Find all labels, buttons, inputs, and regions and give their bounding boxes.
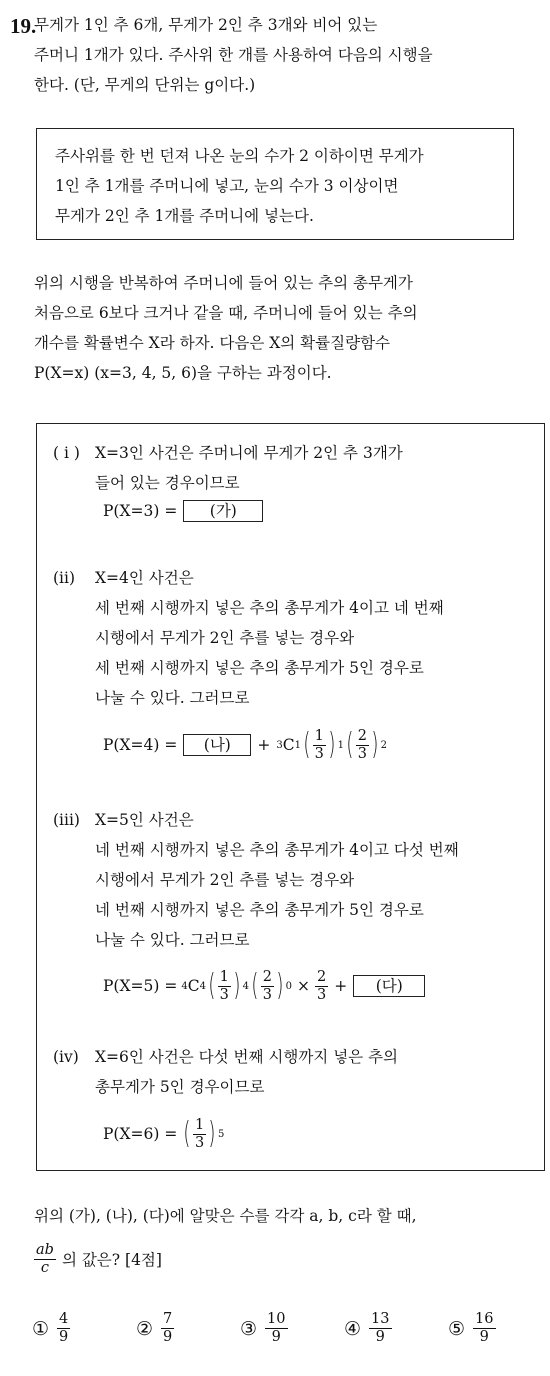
choice-mark: ② [136,1317,154,1340]
choice-2[interactable] [136,1311,240,1346]
fraction: $\frac{1}{3}$ [195,1116,205,1151]
exponent: 0 [285,980,293,992]
case4-line: X=6인 사건은 다섯 번째 시행까지 넣은 추의 [95,1048,399,1066]
comb-sub: 4 [199,980,206,992]
blank-ga: (가) [183,500,263,522]
exponent: 5 [218,1128,225,1140]
setup-line: 처음으로 6보다 크거나 같을 때, 주머니에 들어 있는 추의 [34,304,418,322]
plus-sign: + [257,736,271,754]
case2-label: (ii) [53,569,76,587]
plus-sign: + [334,977,348,995]
intro-line: 한다. (단, 무게의 단위는 g이다.) [34,76,256,94]
choice-1[interactable] [32,1311,136,1346]
comb-symbol: C [187,977,200,995]
ask-fraction-line [34,1236,162,1282]
choice-fraction: $\frac{13}{9}$ [371,1311,390,1345]
fraction: $\frac{1}{3}$ [219,968,229,1003]
case1-equation [103,500,263,522]
case1-line: 들어 있는 경우이므로 [95,474,240,492]
fraction: $\frac{2}{3}$ [317,968,327,1003]
ab-over-c-fraction: $\frac{ab}{c}$ [36,1241,54,1276]
blank-na: (나) [183,734,251,756]
blank-da: (다) [353,975,425,997]
case3-line: 네 번째 시행까지 넣은 추의 총무게가 5인 경우로 [95,901,424,919]
case3-eq-left: P(X=5) = [103,977,178,995]
process-box [36,423,545,1171]
question-intro [34,10,433,100]
choice-mark: ③ [240,1317,258,1340]
rule-line: 무게가 2인 추 1개를 주머니에 넣는다. [55,207,314,225]
setup-line: P(X=x) (x=3, 4, 5, 6)을 구하는 과정이다. [34,364,332,382]
times-sign: × [297,977,311,995]
case4-equation: P(X=6) = ( $\frac{1}{3}$ ) 5 [103,1116,225,1151]
rule-box [36,128,514,240]
fraction: $\frac{1}{3}$ [314,727,324,762]
case1-eq-left: P(X=3) = [103,502,178,520]
case2-line: X=4인 사건은 [95,569,194,587]
choice-5[interactable] [448,1311,550,1346]
setup-paragraph [34,268,418,388]
choice-fraction: $\frac{7}{9}$ [163,1311,173,1345]
case4-line: 총무게가 5인 경우이므로 [95,1078,265,1096]
fraction: $\frac{2}{3}$ [262,968,272,1003]
rule-line: 1인 추 1개를 주머니에 넣고, 눈의 수가 3 이상이면 [55,177,399,195]
case4-label: (iv) [53,1048,79,1066]
case2-line: 세 번째 시행까지 넣은 추의 총무게가 4이고 네 번째 [95,599,444,617]
ask-line: 위의 (가), (나), (다)에 알맞은 수를 각각 a, b, c라 할 때, [34,1207,417,1225]
question-number: 19. [10,14,37,38]
intro-line: 무게가 1인 추 6개, 무게가 2인 추 3개와 비어 있는 [34,16,378,34]
case2-equation: P(X=4) = (나) + 3 C 1 ( $\frac{1}{3}$ ) 1 ( $\frac{2}{3}$ ) 2 [103,727,388,762]
comb-sub: 1 [294,739,301,751]
case1-line: X=3인 사건은 주머니에 무게가 2인 추 3개가 [95,444,403,462]
choice-fraction: $\frac{10}{9}$ [267,1311,286,1345]
case2-eq-left: P(X=4) = [103,736,178,754]
case3-line: 네 번째 시행까지 넣은 추의 총무게가 4이고 다섯 번째 [95,841,459,859]
exponent: 2 [380,739,388,751]
choice-mark: ④ [344,1317,362,1340]
case3-line: X=5인 사건은 [95,811,194,829]
setup-line: 위의 시행을 반복하여 주머니에 들어 있는 추의 총무게가 [34,274,413,292]
intro-line: 주머니 1개가 있다. 주사위 한 개를 사용하여 다음의 시행을 [34,46,433,64]
case2-line: 나눌 수 있다. 그러므로 [95,689,250,707]
setup-line: 개수를 확률변수 X라 하자. 다음은 X의 확률질량함수 [34,334,391,352]
case3-equation: P(X=5) = 4 C 4 ( $\frac{1}{3}$ ) 4 ( $\frac{2}{3}$ ) 0 × $\frac{2}{3}$ + (다) [103,961,425,1011]
fraction: $\frac{2}{3}$ [357,727,367,762]
rule-line: 주사위를 한 번 던져 나온 눈의 수가 2 이하이면 무게가 [55,147,424,165]
case3-label: (iii) [53,811,80,829]
comb-pre: 3 [276,739,283,751]
exponent: 1 [337,739,344,751]
choice-mark: ⑤ [448,1317,466,1340]
case2-line: 세 번째 시행까지 넣은 추의 총무게가 5인 경우로 [95,659,424,677]
choice-mark: ① [32,1317,50,1340]
case2-line: 시행에서 무게가 2인 추를 넣는 경우와 [95,629,355,647]
choice-fraction: $\frac{4}{9}$ [59,1311,69,1345]
choice-3[interactable] [240,1311,344,1346]
case4-eq-left: P(X=6) = [103,1125,178,1143]
comb-pre: 4 [181,980,188,992]
exponent: 4 [242,980,249,992]
choice-fraction: $\frac{16}{9}$ [475,1311,494,1345]
case1-label: ( i ) [53,444,80,462]
comb-symbol: C [282,736,295,754]
choice-4[interactable] [344,1311,448,1346]
ask-tail: 의 값은? [4점] [61,1251,162,1269]
case3-line: 나눌 수 있다. 그러므로 [95,931,250,949]
case3-line: 시행에서 무게가 2인 추를 넣는 경우와 [95,871,355,889]
answer-choices [32,1311,550,1346]
